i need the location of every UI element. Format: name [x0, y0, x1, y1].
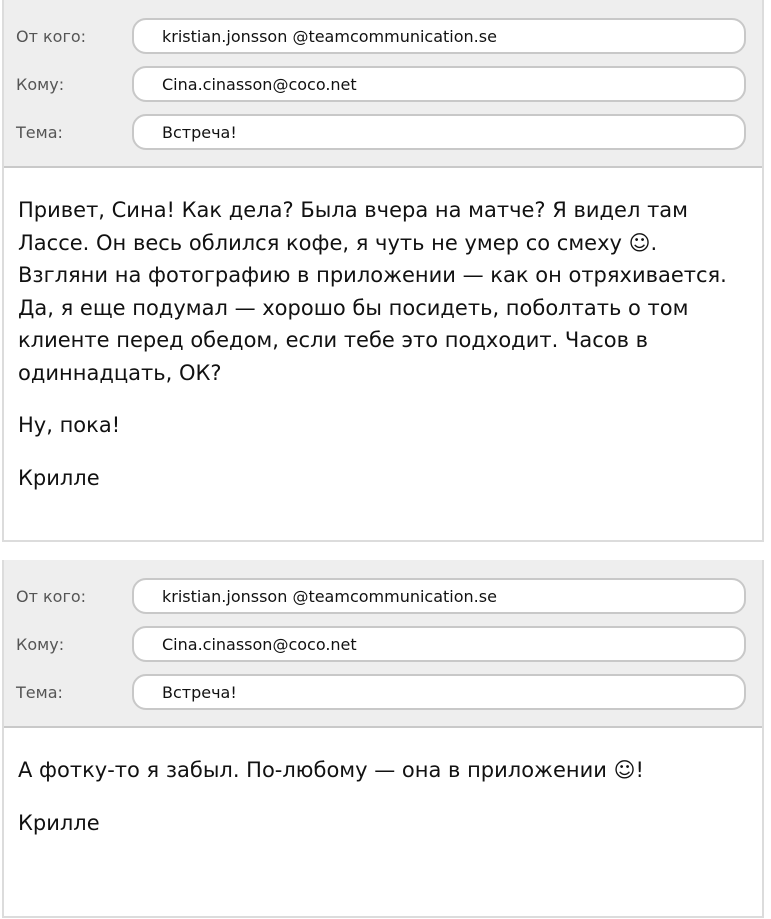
to-field[interactable]: Cina.cinasson@coco.net	[132, 66, 746, 102]
signature: Крилле	[18, 810, 100, 835]
from-field[interactable]: kristian.jonsson @teamcommunication.se	[132, 578, 746, 614]
from-field[interactable]: kristian.jonsson @teamcommunication.se	[132, 18, 746, 54]
email-message-2	[2, 560, 764, 918]
email-header	[4, 560, 762, 728]
subject-row	[4, 114, 762, 152]
from-row	[4, 578, 762, 616]
body-paragraph: А фотку-то я забыл. По-любому — она в приложении ☺!	[18, 758, 644, 782]
email-body[interactable]	[4, 168, 762, 494]
email-header	[4, 0, 762, 168]
from-label: От кого:	[16, 587, 87, 606]
to-row	[4, 626, 762, 664]
email-message-1	[2, 0, 764, 542]
to-label: Кому:	[16, 635, 65, 654]
body-paragraph: Ну, пока!	[18, 413, 121, 437]
subject-field[interactable]: Встреча!	[132, 114, 746, 150]
body-paragraph: Привет, Сина! Как дела? Была вчера на матче? Я видел там Лассе. Он весь облился кофе, я чуть не умер со смеху ☺. Взгляни на фотографию в приложении — как он отряхивается. Да, я еще подумал — хорошо бы посидеть, поболтать о том клиенте перед обедом, если тебе это подходит. Часов в одиннадцать, ОК?	[18, 198, 727, 385]
to-row	[4, 66, 762, 104]
from-row	[4, 18, 762, 56]
subject-label: Тема:	[16, 123, 63, 142]
email-body[interactable]	[4, 728, 762, 839]
subject-label: Тема:	[16, 683, 63, 702]
to-label: Кому:	[16, 75, 65, 94]
from-label: От кого:	[16, 27, 87, 46]
subject-row	[4, 674, 762, 712]
signature: Крилле	[18, 465, 100, 490]
to-field[interactable]: Cina.cinasson@coco.net	[132, 626, 746, 662]
subject-field[interactable]: Встреча!	[132, 674, 746, 710]
